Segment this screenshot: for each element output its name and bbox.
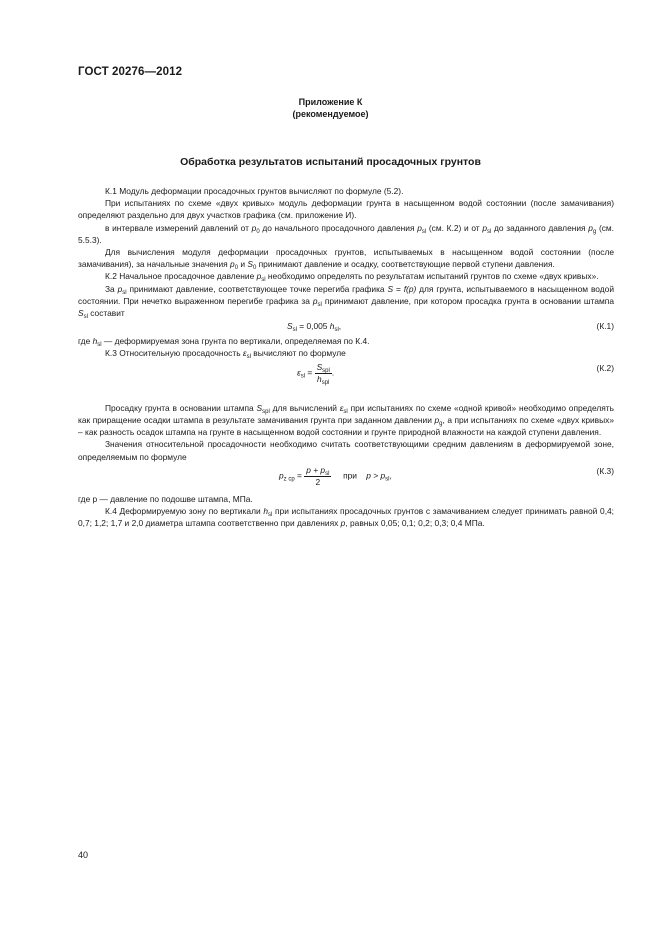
paragraph-k3-1: К.3 Относительную просадочность $\varepsilon_{sl}$ вычисляют по формуле: [105, 348, 346, 361]
paragraph-k1-1: К.1 Модуль деформации просадочных грунтов вычисляют по формуле (5.2).: [105, 186, 404, 196]
page-number: 40: [78, 850, 89, 860]
equation-number-k2: (К.2): [596, 362, 614, 373]
paragraph-k1-2: При испытаниях по схеме «двух кривых» модуль деформации грунта в насыщенном водой состоянии (после замачивания) определяют раздельно для двух участков графика (см. приложение И).: [78, 198, 614, 221]
document-header-standard: ГОСТ 20276—2012: [78, 66, 183, 78]
annex-status: (рекомендуемое): [292, 109, 369, 119]
section-title: Обработка результатов испытаний просадочных грунтов: [180, 156, 481, 168]
equation-k2: $\varepsilon_{sl}$ = $\frac{S_{spl}}{h_{spl}}$ . (К.2): [297, 361, 614, 386]
paragraph-k1-4: Для вычисления модуля деформации просадочных грунтов, испытываемых в насыщенном водой состоянии (после замачивания), за начальные значения $p_0$ и $S_0$ принимают давление и осадку, соответствующие первой ступени давления.: [78, 247, 614, 272]
paragraph-k3-where: где p — давление по подошве штампа, МПа.: [78, 493, 253, 504]
paragraph-k3-2: Просадку грунта в основании штампа $S_{spl}$ для вычислений $\varepsilon_{sl}$ при испытаниях по схеме «одной кривой» необходимо определять как приращение осадки штампа в результате замачивания грунта при заданном давлении $p_g$, а при испытаниях по схеме «двух кривых» – как разность осадок штампа на грунте в насыщенном водой состоянии и грунте природной влажности на каждой ступени давления.: [78, 402, 615, 438]
equation-k1: $S_{sl} = 0,005$ $h_{sl}$, (К.1): [287, 321, 614, 334]
paragraph-k2-where: где $h_{sl}$ — деформируемая зона грунта по вертикали, определяемая по К.4.: [78, 336, 370, 349]
equation-number-k3: (К.3): [596, 465, 614, 476]
paragraph-k3-3: Значения относительной просадочности необходимо считать соответствующими средним давлениям в деформируемой зоне, определяемым по формуле: [78, 439, 614, 462]
paragraph-k1-3: в интервале измерений давлений от $p_0$ до начального просадочного давления $p_{sl}$ (см. К.2) и от $p_{sl}$ до заданного давления $p_g$ (см. 5.5.3).: [78, 222, 615, 245]
paragraph-k2-1: К.2 Начальное просадочное давление $p_{sl}$ необходимо определять по результатам испытаний грунтов по схеме «двух кривых».: [105, 271, 599, 284]
paragraph-k4-1: К.4 Деформируемую зону по вертикали $h_{sl}$ при испытаниях просадочных грунтов с замачиванием следует принимать равной 0,4; 0,7; 1,2; 1,7 и 2,0 диаметра штампа соответственно при давлениях p, равных 0,05; 0,1; 0,2; 0,3; 0,4 МПа.: [78, 506, 615, 529]
equation-number-k1: (К.1): [596, 321, 614, 332]
annex-title: Приложение К: [298, 97, 363, 107]
paragraph-k2-2: За $p_{sl}$ принимают давление, соответствующее точке перегиба графика S = f(p) для грунта, испытываемого в насыщенном водой состоянии. При нечетко выраженном перегибе графика за $p_{sl}$ принимают давление, при котором просадка грунта в основании штампа $S_{sl}$ составит: [78, 283, 614, 321]
document-body: [78, 185, 614, 529]
equation-k3: $p_{z ср}$ = $\frac{p + p_{sl}}{2}$ при $p > p_{sl}$, (К.3): [279, 464, 614, 487]
